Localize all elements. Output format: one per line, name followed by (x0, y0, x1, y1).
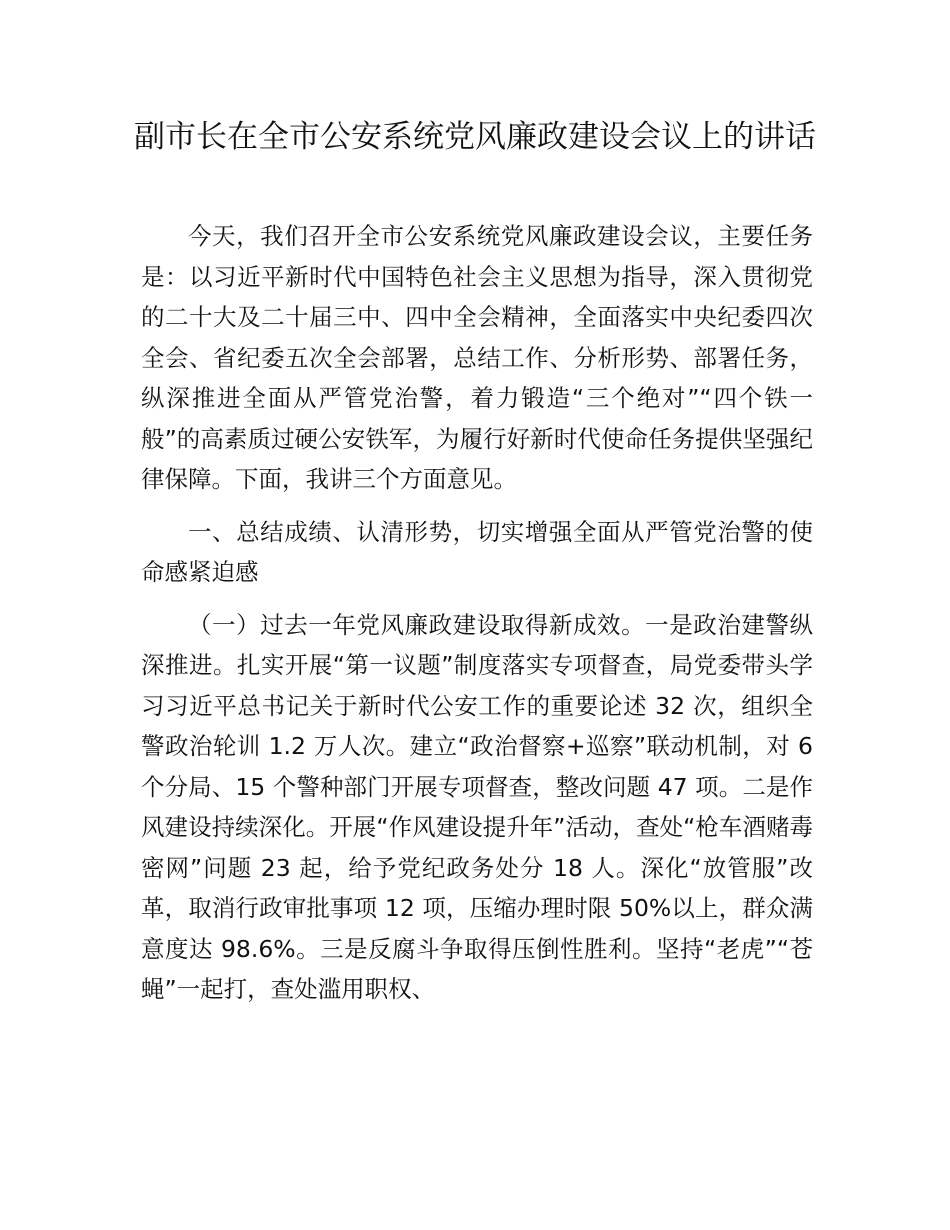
paragraph-opening: 今天，我们召开全市公安系统党风廉政建设会议，主要任务是：以习近平新时代中国特色社会主义思想为指导，深入贯彻党的二十大及二十届三中、四中全会精神，全面落实中央纪委四次全会、省纪委五次全会部署，总结工作、分析形势、部署任务，纵深推进全面从严管党治警，着力锻造“三个绝对”“四个铁一般”的高素质过硬公安铁军，为履行好新时代使命任务提供坚强纪律保障。下面，我讲三个方面意见。 (141, 222, 813, 493)
section-heading-1: 一、总结成绩、认清形势，切实增强全面从严管党治警的使命感紧迫感 (141, 517, 813, 586)
paragraph-achievements: （一）过去一年党风廉政建设取得新成效。一是政治建警纵深推进。扎实开展“第一议题”制度落实专项督查，局党委带头学习习近平总书记关于新时代公安工作的重要论述 32 次，组织全警政治轮训 1.2 万人次。建立“政治督察+巡察”联动机制，对 6 个分局、15 个警种部门开展专项督查，整改问题 47 项。二是作风建设持续深化。开展“作风建设提升年”活动，查处“枪车酒赌毒密网”问题 23 起，给予党纪政务处分 18 人。深化“放管服”改革，取消行政审批事项 12 项，压缩办理时限 50%以上，群众满意度达 98.6%。三是反腐斗争取得压倒性胜利。坚持“老虎”“苍蝇”一起打，查处滥用职权、 (141, 610, 813, 1003)
document-title: 副市长在全市公安系统党风廉政建设会议上的讲话 (134, 119, 816, 155)
document-body (141, 216, 813, 1010)
